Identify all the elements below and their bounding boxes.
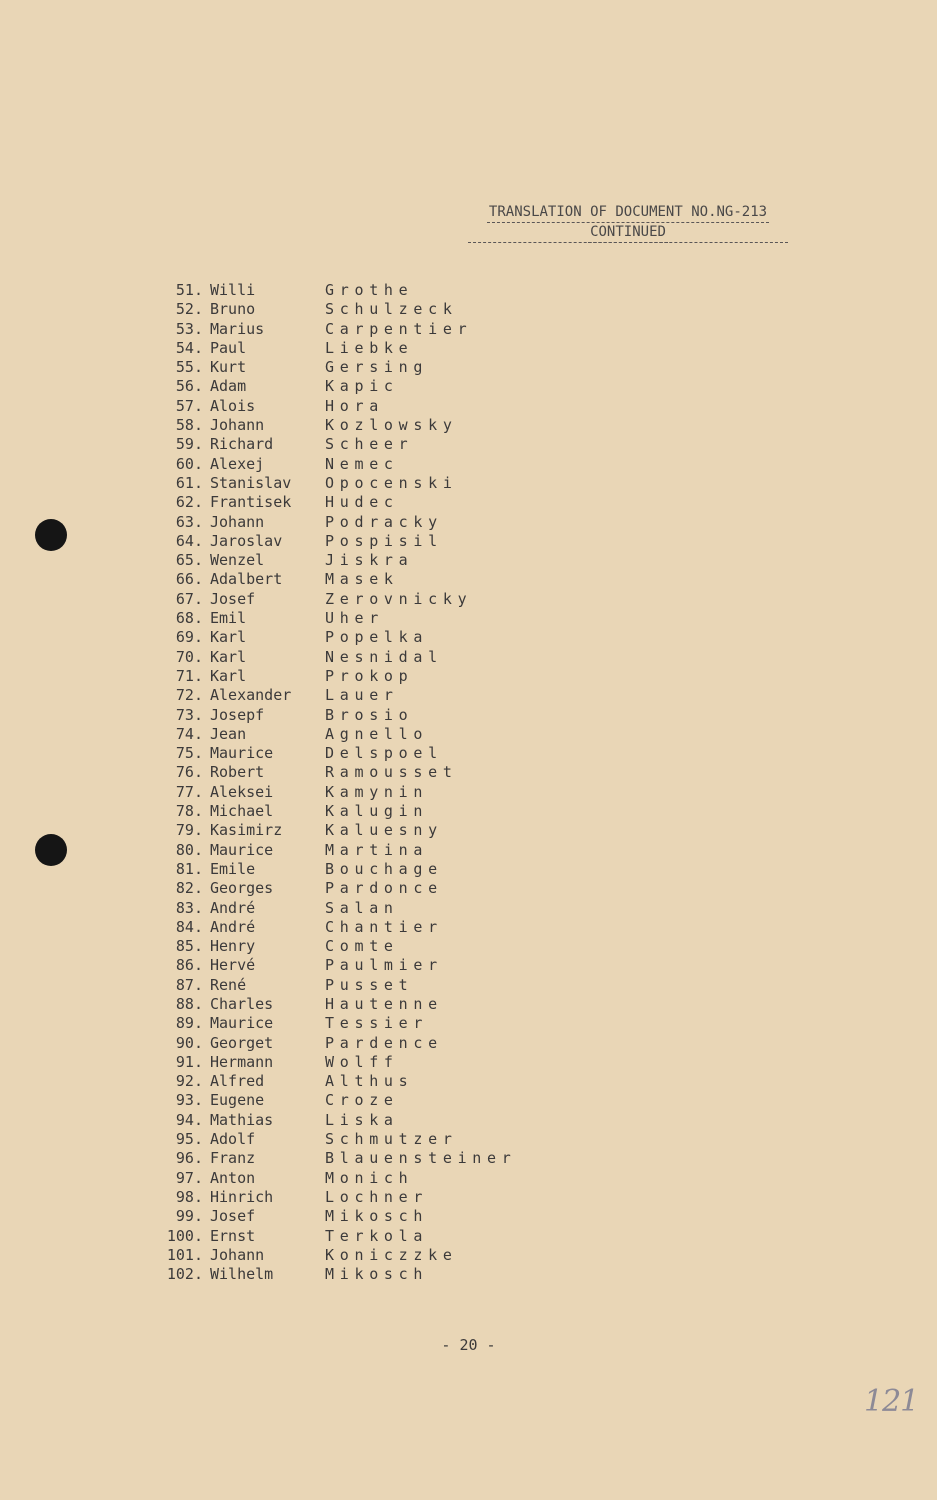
last-name: Pusset [325,975,414,994]
last-name: Kozlowsky [325,416,458,435]
list-item [150,590,610,609]
last-name: Althus [325,1072,414,1091]
entry-number: 83. [175,898,203,917]
list-item [150,377,610,396]
first-name: Johann [210,416,265,435]
last-name: Tessier [325,1014,429,1033]
entry-number: 65. [175,551,203,570]
list-item [150,1188,610,1207]
first-name: Alexej [210,454,265,473]
last-name: Monich [325,1168,414,1187]
list-item [150,783,610,802]
entry-number: 57. [175,396,203,415]
entry-number: 85. [175,937,203,956]
first-name: Michael [210,802,274,821]
list-item [150,1207,610,1226]
document-header [468,203,788,243]
last-name: Bouchage [325,859,443,878]
first-name: Kasimirz [210,821,283,840]
first-name: Maurice [210,1014,274,1033]
list-item [150,821,610,840]
entry-number: 89. [175,1014,203,1033]
first-name: André [210,917,256,936]
entry-number: 73. [175,705,203,724]
first-name: Karl [210,666,247,685]
entry-number: 92. [175,1072,203,1091]
last-name: Kaluesny [325,821,443,840]
list-item [150,339,610,358]
first-name: Josepf [210,705,265,724]
entry-number: 80. [175,840,203,859]
entry-number: 61. [175,473,203,492]
first-name: Henry [210,937,256,956]
last-name: Pardence [325,1033,443,1052]
first-name: Richard [210,435,274,454]
last-name: Delspoel [325,744,443,763]
last-name: Kalugin [325,802,429,821]
last-name: Jiskra [325,551,414,570]
list-item [150,609,610,628]
list-item [150,570,610,589]
last-name: Lochner [325,1187,429,1206]
list-item [150,976,610,995]
list-item [150,995,610,1014]
entry-number: 86. [175,956,203,975]
entry-number: 67. [175,589,203,608]
last-name: Uher [325,609,384,628]
list-item [150,956,610,975]
header-rule [468,242,788,243]
last-name: Chantier [325,917,443,936]
last-name: Liska [325,1110,399,1129]
entry-number: 53. [175,319,203,338]
list-item [150,455,610,474]
last-name: Mikosch [325,1265,429,1284]
first-name: Alfred [210,1072,265,1091]
punch-hole [35,519,67,551]
entry-number: 74. [175,724,203,743]
last-name: Hudec [325,493,399,512]
first-name: Charles [210,994,274,1013]
entry-number: 66. [175,570,203,589]
entry-number: 87. [175,975,203,994]
first-name: Adam [210,377,247,396]
entry-number: 72. [175,686,203,705]
first-name: Paul [210,338,247,357]
last-name: Agnello [325,724,429,743]
first-name: Georget [210,1033,274,1052]
last-name: Lauer [325,686,399,705]
first-name: Maurice [210,744,274,763]
last-name: Blauensteiner [325,1149,517,1168]
list-item [150,841,610,860]
list-item [150,648,610,667]
entry-number: 58. [175,416,203,435]
entry-number: 52. [175,300,203,319]
entry-number: 90. [175,1033,203,1052]
first-name: Josef [210,1207,256,1226]
last-name: Opocenski [325,473,458,492]
list-item [150,281,610,300]
entry-number: 51. [175,281,203,299]
first-name: Emile [210,859,256,878]
last-name: Zerovnicky [325,589,473,608]
entry-number: 55. [175,358,203,377]
first-name: Hervé [210,956,256,975]
last-name: Terkola [325,1226,429,1245]
list-item [150,1072,610,1091]
first-name: Alois [210,396,256,415]
entry-number: 95. [175,1130,203,1149]
name-list [150,281,610,1284]
first-name: Georges [210,879,274,898]
list-item [150,1130,610,1149]
header-continued: CONTINUED [588,223,668,243]
list-item [150,435,610,454]
list-item [150,744,610,763]
list-item [150,1149,610,1168]
first-name: Mathias [210,1110,274,1129]
first-name: Jaroslav [210,531,283,550]
entry-number: 64. [175,531,203,550]
first-name: Kurt [210,358,247,377]
first-name: Stanislav [210,473,292,492]
last-name: Liebke [325,338,414,357]
list-item [150,1014,610,1033]
last-name: Wolff [325,1052,399,1071]
first-name: Emil [210,609,247,628]
list-item [150,551,610,570]
last-name: Scheer [325,435,414,454]
entry-number: 91. [175,1052,203,1071]
list-item [150,1091,610,1110]
list-item [150,1053,610,1072]
list-item [150,628,610,647]
list-item [150,320,610,339]
first-name: Alexander [210,686,292,705]
list-item [150,1246,610,1265]
entry-number: 102. [166,1265,203,1284]
entry-number: 98. [175,1187,203,1206]
list-item [150,513,610,532]
first-name: Johann [210,1245,265,1264]
first-name: René [210,975,247,994]
last-name: Mikosch [325,1207,429,1226]
first-name: Willi [210,281,256,299]
entry-number: 71. [175,666,203,685]
first-name: Hermann [210,1052,274,1071]
first-name: Marius [210,319,265,338]
first-name: Adolf [210,1130,256,1149]
entry-number: 56. [175,377,203,396]
list-item [150,1227,610,1246]
list-item [150,416,610,435]
last-name: Koniczzke [325,1245,458,1264]
last-name: Hautenne [325,994,443,1013]
entry-number: 60. [175,454,203,473]
first-name: Johann [210,512,265,531]
entry-number: 78. [175,802,203,821]
list-item [150,802,610,821]
first-name: Eugene [210,1091,265,1110]
list-item [150,937,610,956]
entry-number: 99. [175,1207,203,1226]
list-item [150,860,610,879]
first-name: Wenzel [210,551,265,570]
list-item [150,1034,610,1053]
list-item [150,667,610,686]
first-name: Maurice [210,840,274,859]
page-number: - 20 - [441,1336,496,1354]
entry-number: 101. [166,1245,203,1264]
list-item [150,686,610,705]
first-name: Frantisek [210,493,292,512]
first-name: Hinrich [210,1187,274,1206]
last-name: Brosio [325,705,414,724]
entry-number: 70. [175,647,203,666]
list-item [150,1169,610,1188]
first-name: Franz [210,1149,256,1168]
last-name: Pardonce [325,879,443,898]
entry-number: 69. [175,628,203,647]
last-name: Grothe [325,281,414,299]
entry-number: 94. [175,1110,203,1129]
first-name: Adalbert [210,570,283,589]
last-name: Gersing [325,358,429,377]
first-name: Bruno [210,300,256,319]
last-name: Pospisil [325,531,443,550]
header-title: TRANSLATION OF DOCUMENT NO.NG-213 [487,203,769,223]
list-item [150,899,610,918]
last-name: Comte [325,937,399,956]
entry-number: 59. [175,435,203,454]
list-item [150,706,610,725]
list-item [150,397,610,416]
list-item [150,763,610,782]
last-name: Croze [325,1091,399,1110]
entry-number: 93. [175,1091,203,1110]
last-name: Schulzeck [325,300,458,319]
last-name: Kamynin [325,782,429,801]
list-item [150,358,610,377]
first-name: Robert [210,763,265,782]
first-name: Anton [210,1168,256,1187]
last-name: Hora [325,396,384,415]
list-item [150,474,610,493]
first-name: Karl [210,628,247,647]
list-item [150,1111,610,1130]
last-name: Podracky [325,512,443,531]
first-name: André [210,898,256,917]
entry-number: 54. [175,338,203,357]
last-name: Schmutzer [325,1130,458,1149]
entry-number: 77. [175,782,203,801]
first-name: Jean [210,724,247,743]
last-name: Kapic [325,377,399,396]
entry-number: 100. [166,1226,203,1245]
list-item [150,725,610,744]
list-item [150,879,610,898]
first-name: Josef [210,589,256,608]
list-item [150,300,610,319]
last-name: Prokop [325,666,414,685]
list-item [150,918,610,937]
last-name: Nesnidal [325,647,443,666]
entry-number: 88. [175,994,203,1013]
last-name: Popelka [325,628,429,647]
last-name: Paulmier [325,956,443,975]
entry-number: 75. [175,744,203,763]
first-name: Karl [210,647,247,666]
entry-number: 79. [175,821,203,840]
last-name: Ramousset [325,763,458,782]
entry-number: 76. [175,763,203,782]
first-name: Ernst [210,1226,256,1245]
entry-number: 82. [175,879,203,898]
last-name: Martina [325,840,429,859]
first-name: Aleksei [210,782,274,801]
entry-number: 97. [175,1168,203,1187]
entry-number: 63. [175,512,203,531]
entry-number: 68. [175,609,203,628]
last-name: Salan [325,898,399,917]
list-item [150,493,610,512]
last-name: Masek [325,570,399,589]
handwritten-page-number: 121 [864,1384,919,1419]
entry-number: 84. [175,917,203,936]
last-name: Carpentier [325,319,473,338]
list-item [150,1265,610,1284]
last-name: Nemec [325,454,399,473]
entry-number: 96. [175,1149,203,1168]
entry-number: 81. [175,859,203,878]
first-name: Wilhelm [210,1265,274,1284]
entry-number: 62. [175,493,203,512]
list-item [150,532,610,551]
punch-hole [35,834,67,866]
